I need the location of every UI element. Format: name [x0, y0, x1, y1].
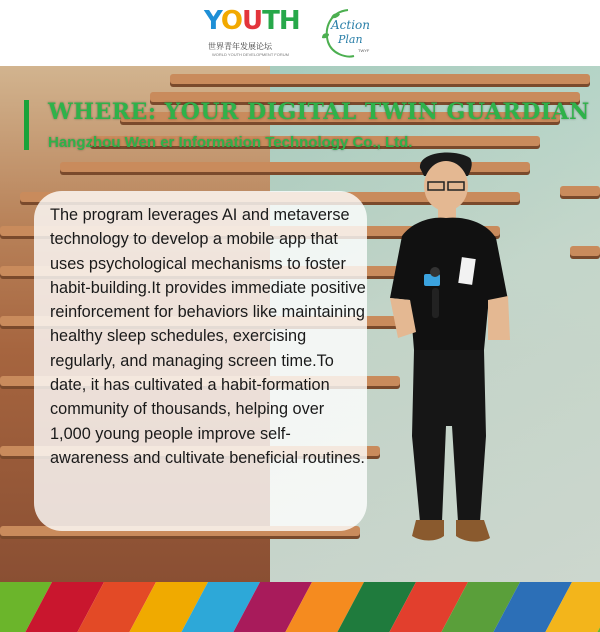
description-card: [34, 191, 367, 531]
forum-name-en: WORLD YOUTH DEVELOPMENT FORUM: [212, 52, 289, 57]
project-title: WHERE: YOUR DIGITAL TWIN GUARDIAN: [48, 99, 590, 125]
youth-wordmark: YOUTH: [204, 6, 300, 36]
seat-row: [570, 246, 600, 256]
forum-name-cn: 世界青年发展论坛: [208, 42, 272, 51]
color-stripe: [0, 582, 600, 632]
world-youth-forum-logo: [204, 6, 300, 60]
title-accent-bar: [24, 100, 29, 150]
seat-row: [170, 74, 590, 84]
speaker-figure: [384, 150, 544, 570]
action-plan-logo: [320, 6, 380, 60]
header-bar: [0, 0, 600, 66]
action-plan-line1: Action: [331, 18, 370, 32]
action-plan-tag: TWYF: [358, 48, 370, 53]
company-name: Hangzhou Wen er Information Technology Co., Ltd.: [48, 134, 413, 151]
seat-row: [560, 186, 600, 196]
action-plan-line2: Plan: [338, 33, 363, 46]
description-text: The program leverages AI and metaverse technology to develop a mobile app that uses psychological mechanisms to foster habit-building.It provides immediate positive reinforcement for behaviors like maintaining healthy sleep schedules, exercising regularly, and managing screen time.To date, it has cultivated a habit-formation community of thousands, helping over 1,000 young people improve self-awareness and cultivate beneficial routines.: [50, 206, 366, 467]
